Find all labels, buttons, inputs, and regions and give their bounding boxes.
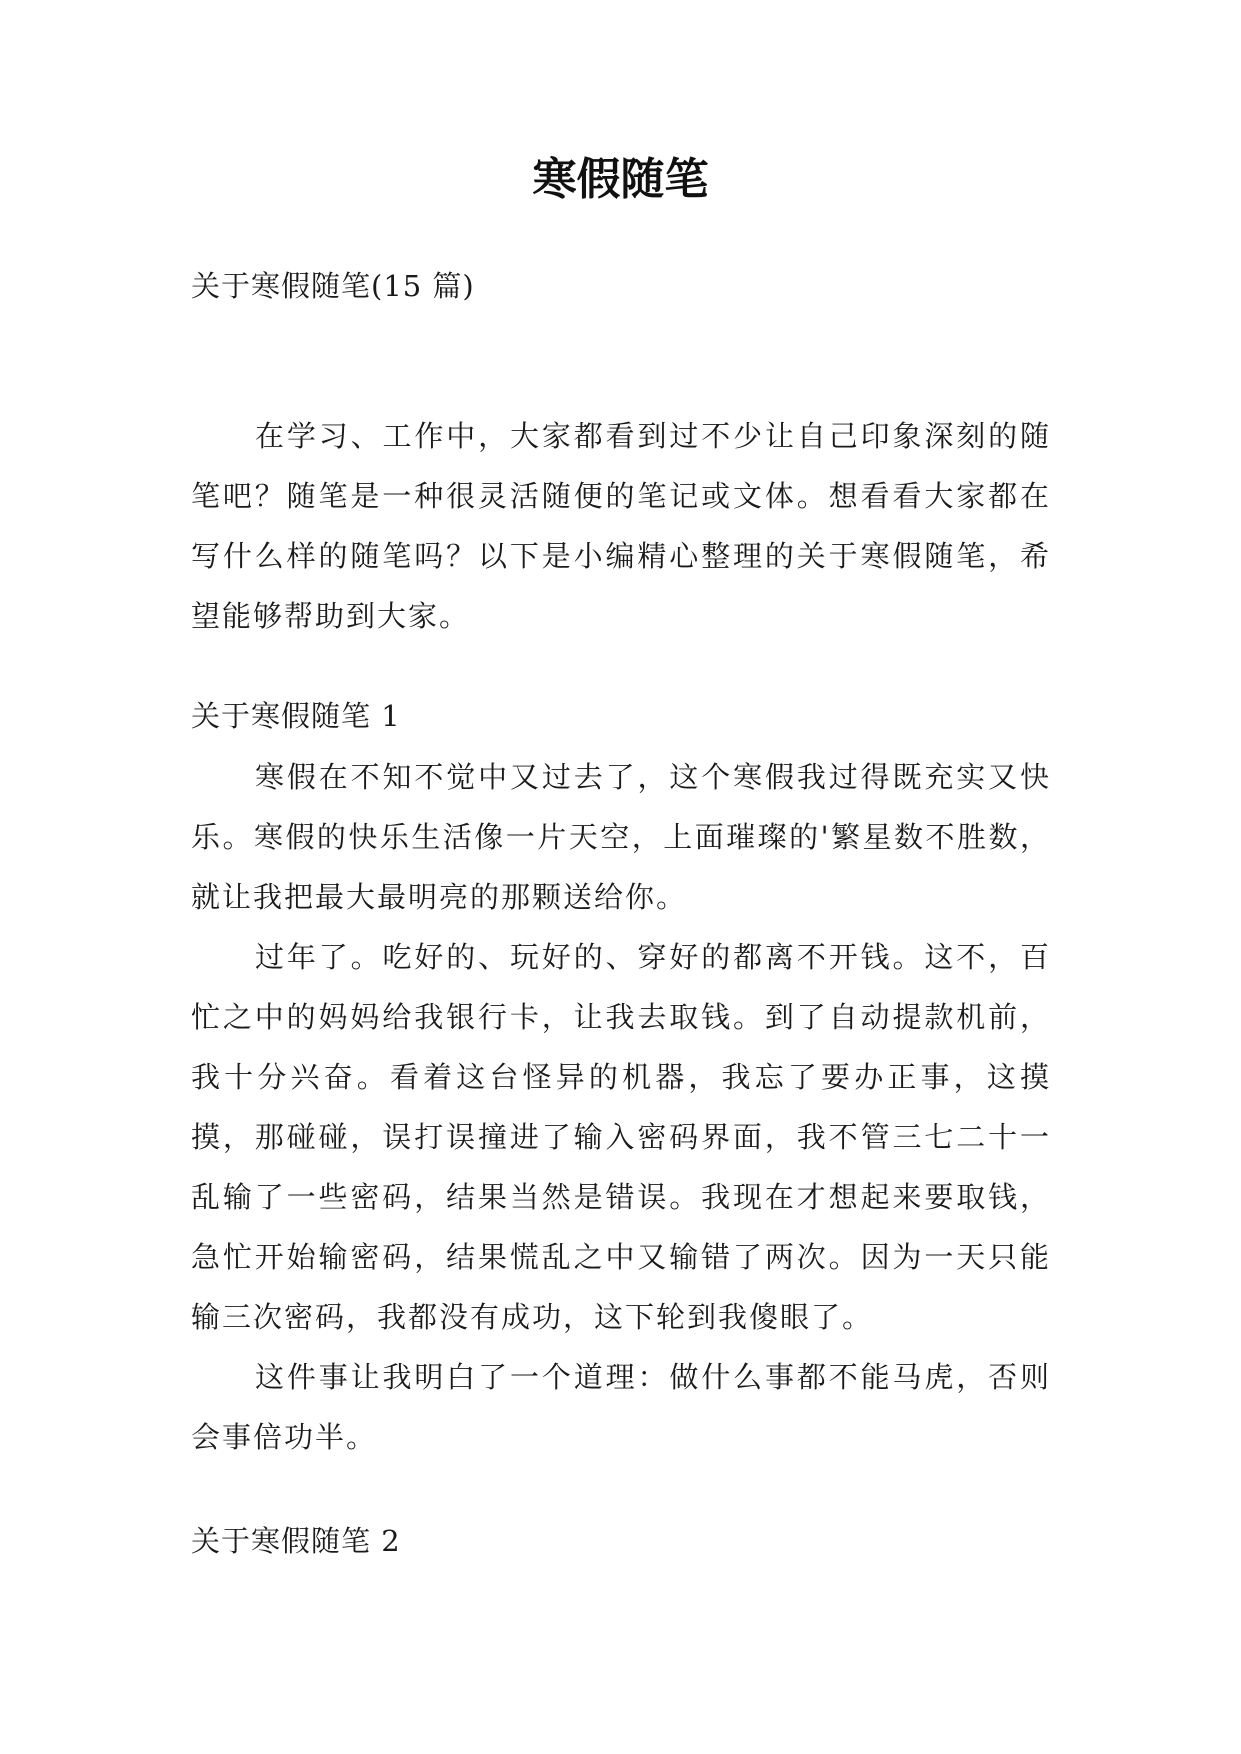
section-heading-1: 关于寒假随笔 1 <box>191 699 401 733</box>
section-1-paragraph-3: 这件事让我明白了一个道理：做什么事都不能马虎，否则会事倍功半。 <box>191 1360 1051 1454</box>
section-1-paragraph-1: 寒假在不知不觉中又过去了，这个寒假我过得既充实又快乐。寒假的快乐生活像一片天空，上面璀璨的'繁星数不胜数，就让我把最大最明亮的那颗送给你。 <box>191 760 1051 914</box>
section-1-paragraph-2: 过年了。吃好的、玩好的、穿好的都离不开钱。这不，百忙之中的妈妈给我银行卡，让我去取钱。到了自动提款机前，我十分兴奋。看着这台怪异的机器，我忘了要办正事，这摸摸，那碰碰，误打误撞进了输入密码界面，我不管三七二十一乱输了一些密码，结果当然是错误。我现在才想起来要取钱，急忙开始输密码，结果慌乱之中又输错了两次。因为一天只能输三次密码，我都没有成功，这下轮到我傻眼了。 <box>191 940 1051 1334</box>
document-title: 寒假随笔 <box>532 154 709 205</box>
intro-paragraph: 在学习、工作中，大家都看到过不少让自己印象深刻的随笔吧？随笔是一种很灵活随便的笔记或文体。想看看大家都在写什么样的随笔吗？以下是小编精心整理的关于寒假随笔，希望能够帮助到大家。 <box>191 419 1051 633</box>
section-heading-2: 关于寒假随笔 2 <box>191 1524 401 1558</box>
section-body-1 <box>191 747 1051 1467</box>
document-subtitle: 关于寒假随笔(15 篇) <box>191 269 475 303</box>
